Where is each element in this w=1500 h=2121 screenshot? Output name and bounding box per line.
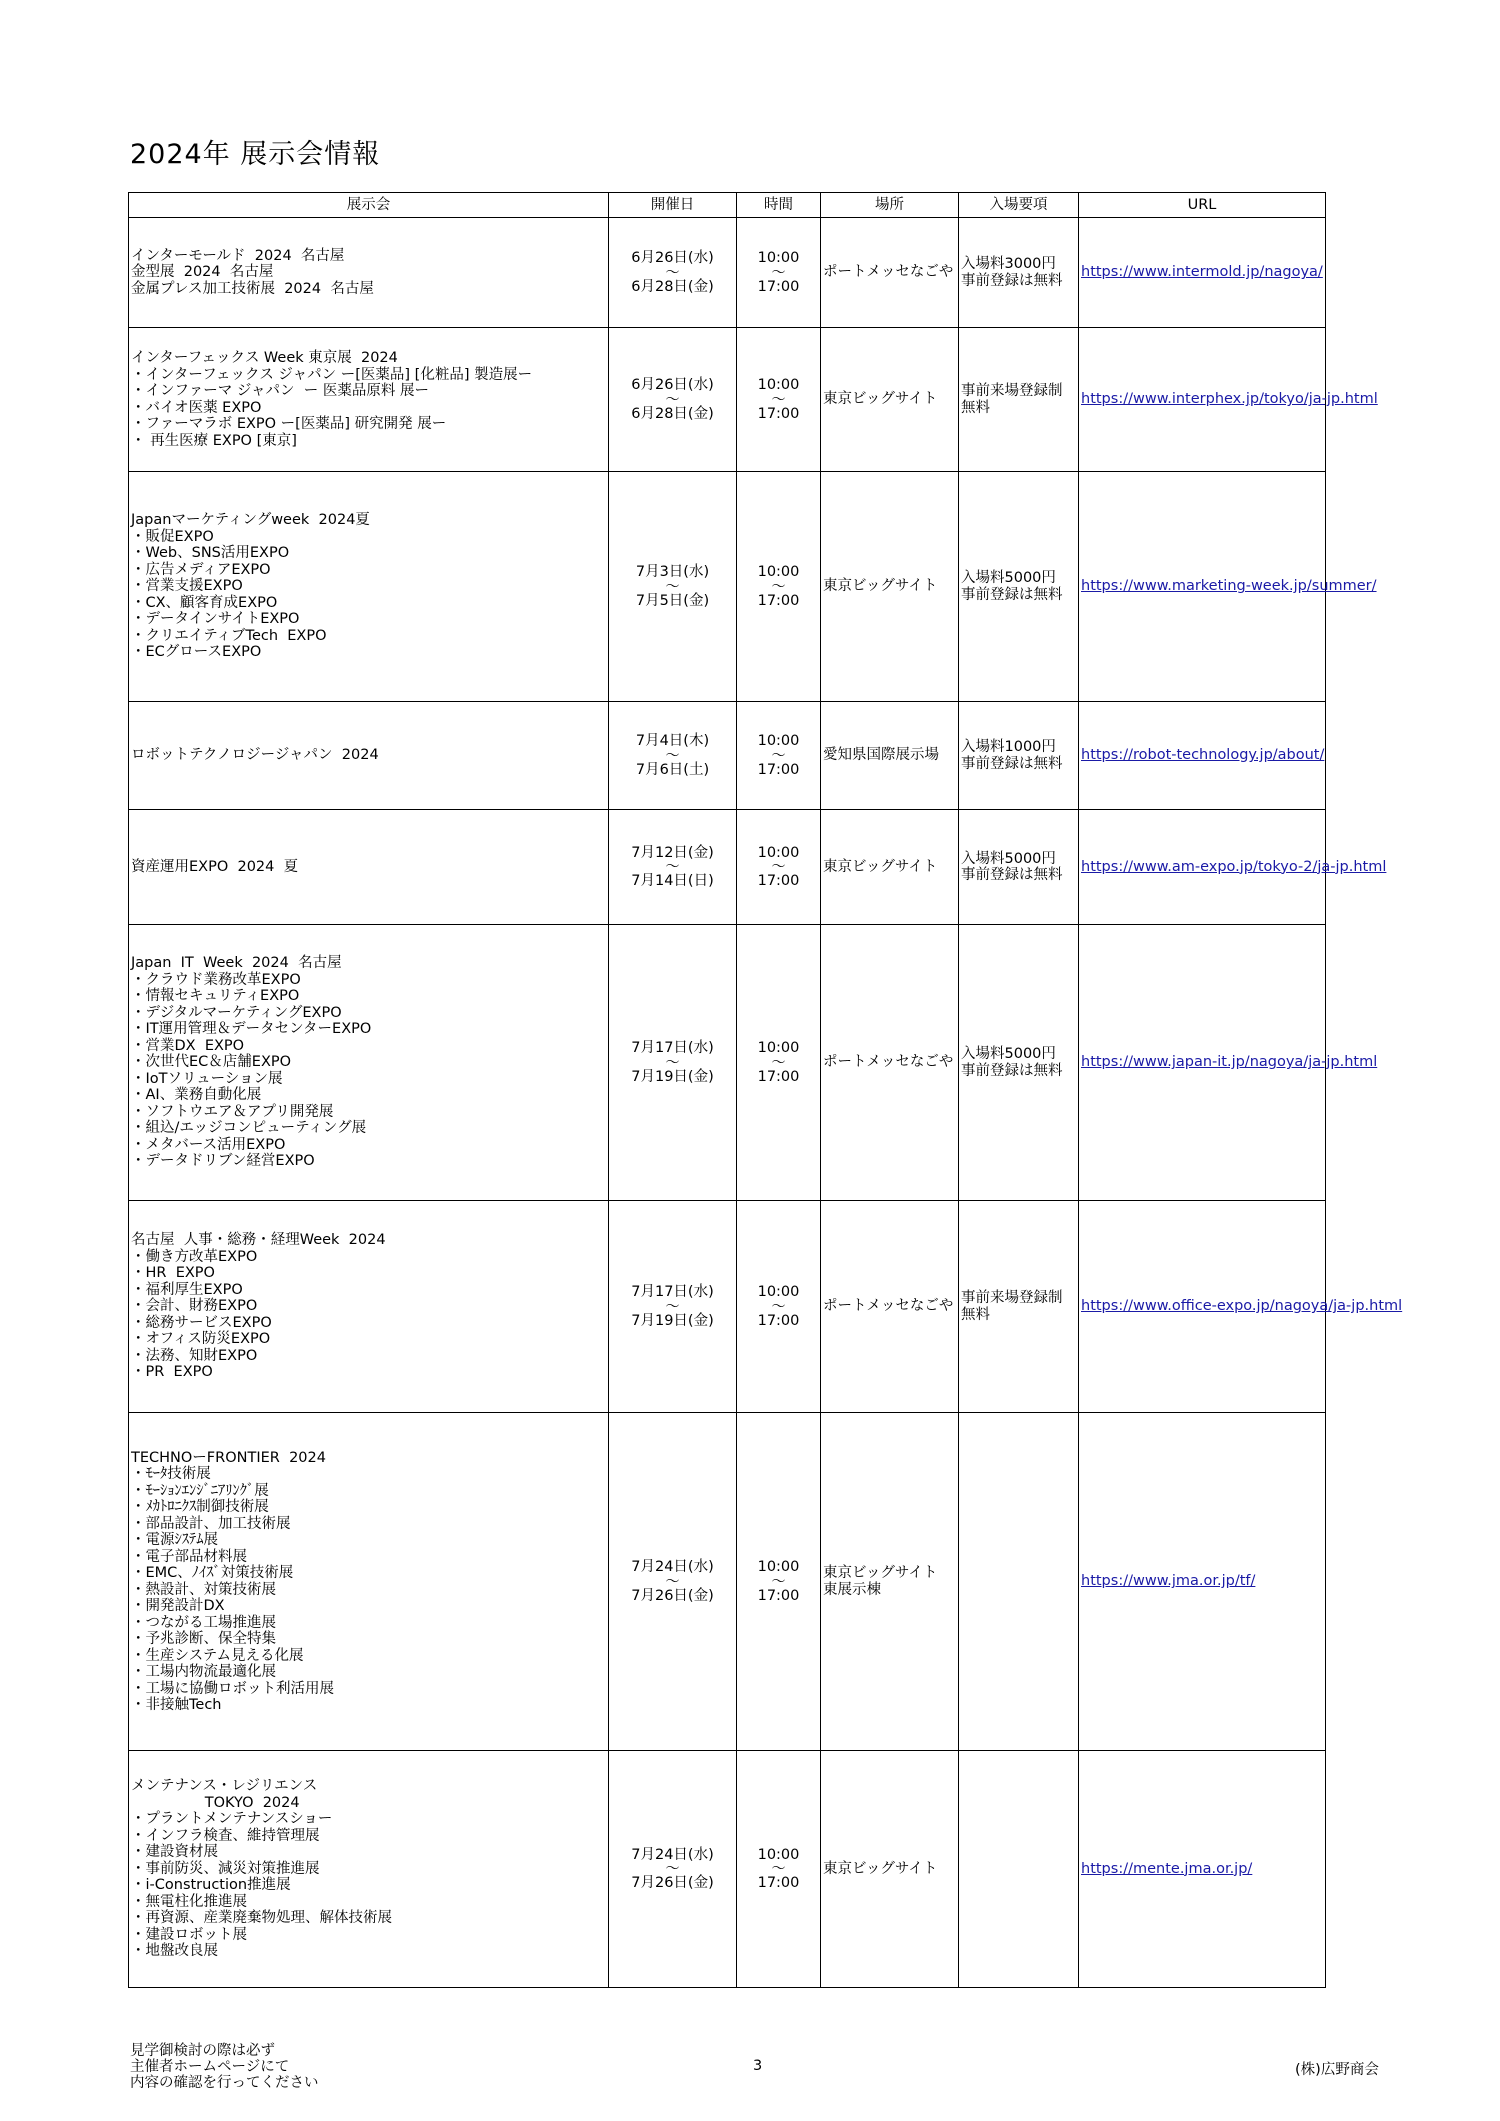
range-tilde: ～ — [665, 1298, 680, 1315]
date-start: 7月17日(水) — [631, 1040, 714, 1056]
url-cell — [1079, 1413, 1326, 1751]
footer-note: 見学御検討の際は必ず 主催者ホームページにて 内容の確認を行ってください — [130, 2043, 319, 2091]
date-cell — [609, 328, 737, 472]
place-cell — [821, 1201, 959, 1413]
url-link[interactable]: https://www.interphex.jp/tokyo/ja-jp.html — [1081, 391, 1378, 408]
entry-requirements: 入場料5000円 事前登録は無料 — [961, 850, 1063, 883]
venue: ポートメッセなごや — [823, 1054, 954, 1071]
exhibition-name-cell — [129, 328, 609, 472]
date-end: 6月28日(金) — [631, 405, 714, 422]
time-end: 17:00 — [757, 1068, 800, 1085]
entry-requirements: 事前来場登録制 無料 — [961, 1290, 1063, 1323]
date-end: 7月5日(金) — [635, 592, 710, 609]
url-cell — [1079, 328, 1378, 472]
header-url: URL — [1079, 193, 1326, 218]
entry-cell — [959, 472, 1079, 702]
table-row — [129, 472, 1326, 702]
time-start: 10:00 — [757, 733, 800, 749]
time-end: 17:00 — [757, 1587, 800, 1604]
range-tilde: ～ — [665, 578, 680, 595]
time-cell — [737, 1751, 821, 1988]
place-cell — [821, 810, 959, 925]
range-tilde: ～ — [665, 747, 680, 764]
range-tilde: ～ — [771, 1861, 786, 1877]
date-cell — [609, 1413, 737, 1751]
header-date: 開催日 — [609, 193, 737, 218]
exhibition-name-cell — [129, 218, 609, 328]
time-cell — [737, 925, 821, 1201]
time-cell — [737, 1413, 821, 1751]
exhibition-name: ロボットテクノロジージャパン 2024 — [131, 747, 379, 764]
time-end: 17:00 — [757, 592, 800, 609]
entry-cell — [959, 218, 1079, 328]
time-start: 10:00 — [757, 1846, 800, 1863]
header-exhibition: 展示会 — [129, 193, 609, 218]
entry-cell — [959, 702, 1079, 810]
date-end: 7月26日(金) — [631, 1875, 714, 1891]
exhibition-name: Japan IT Week 2024 名古屋 ・クラウド業務改革EXPO ・情報セキュリティEXPO ・デジタルマーケティングEXPO ・IT運用管理＆データセンターEXPO ・営業DX EXPO ・次世代EC＆店舗EXPO ・IoTソリューション展 ・AI、業務自動化展 ・ソフトウエア＆アプリ開発展 ・組込/エッジコンピューティング展 ・メタバース活用EXPO ・データドリブン経営EXPO — [131, 955, 372, 1170]
table-row — [129, 1751, 1326, 1988]
date-cell — [609, 1751, 737, 1988]
url-cell — [1079, 1751, 1326, 1988]
range-tilde: ～ — [771, 1054, 786, 1071]
date-cell — [609, 1201, 737, 1413]
exhibition-name: Japanマーケティングweek 2024夏 ・販促EXPO ・Web、SNS活用EXPO ・広告メディアEXPO ・営業支援EXPO ・CX、顧客育成EXPO ・データインサイトEXPO ・クリエイティブTech EXPO ・ECグロースEXPO — [131, 512, 370, 661]
time-cell — [737, 1201, 821, 1413]
place-cell — [821, 1413, 959, 1751]
company-name: (株)広野商会 — [1295, 2062, 1379, 2078]
venue: 東京ビッグサイト — [823, 391, 938, 408]
entry-cell — [959, 1751, 1079, 1988]
table-row — [129, 810, 1326, 925]
range-tilde: ～ — [665, 1861, 680, 1877]
date-end: 7月19日(金) — [631, 1312, 714, 1329]
exhibition-name-cell — [129, 1201, 609, 1413]
time-start: 10:00 — [757, 1040, 800, 1056]
entry-cell — [959, 810, 1079, 925]
table-row — [129, 1413, 1326, 1751]
table-row — [129, 218, 1326, 328]
exhibition-name: 資産運用EXPO 2024 夏 — [131, 858, 299, 875]
header-entry: 入場要項 — [959, 193, 1079, 218]
time-end: 17:00 — [757, 1312, 800, 1329]
table-row — [129, 328, 1326, 472]
date-cell — [609, 218, 737, 328]
time-end: 17:00 — [757, 873, 800, 889]
exhibition-name-cell — [129, 1413, 609, 1751]
table-row — [129, 702, 1326, 810]
entry-requirements: 入場料1000円 事前登録は無料 — [961, 739, 1063, 772]
date-end: 7月19日(金) — [631, 1068, 714, 1085]
place-cell — [821, 218, 959, 328]
exhibition-name-cell — [129, 810, 609, 925]
range-tilde: ～ — [771, 578, 786, 595]
date-start: 7月17日(水) — [631, 1284, 714, 1300]
url-cell — [1079, 218, 1326, 328]
range-tilde: ～ — [771, 747, 786, 764]
time-start: 10:00 — [757, 1559, 800, 1575]
place-cell — [821, 702, 959, 810]
time-start: 10:00 — [757, 377, 800, 393]
url-cell — [1079, 925, 1378, 1201]
time-start: 10:00 — [757, 844, 800, 861]
page-title: 2024年 展示会情報 — [130, 139, 381, 170]
range-tilde: ～ — [665, 859, 680, 875]
entry-requirements: 事前来場登録制 無料 — [961, 383, 1063, 416]
date-start: 6月26日(水) — [631, 250, 714, 266]
range-tilde: ～ — [665, 391, 680, 408]
time-end: 17:00 — [757, 405, 800, 422]
date-start: 7月3日(水) — [635, 564, 710, 580]
date-end: 7月6日(土) — [635, 761, 710, 778]
table-header-row — [129, 193, 1326, 218]
exhibition-name: 名古屋 人事・総務・経理Week 2024 ・働き方改革EXPO ・HR EXPO ・福利厚生EXPO ・会計、財務EXPO ・総務サービスEXPO ・オフィス防災EXPO ・法務、知財EXPO ・PR EXPO — [131, 1232, 386, 1381]
url-link[interactable]: https://www.japan-it.jp/nagoya/ja-jp.html — [1081, 1054, 1378, 1071]
header-place: 場所 — [821, 193, 959, 218]
entry-cell — [959, 1201, 1079, 1413]
table-row — [129, 1201, 1326, 1413]
range-tilde: ～ — [665, 264, 680, 281]
place-cell — [821, 472, 959, 702]
time-cell — [737, 472, 821, 702]
date-start: 6月26日(水) — [631, 377, 714, 393]
url-cell — [1079, 1201, 1403, 1413]
place-cell — [821, 1751, 959, 1988]
url-link[interactable]: https://www.marketing-week.jp/summer/ — [1081, 578, 1377, 595]
time-end: 17:00 — [757, 278, 800, 295]
url-link[interactable]: https://www.office-expo.jp/nagoya/ja-jp.html — [1081, 1298, 1403, 1315]
entry-requirements: 入場料5000円 事前登録は無料 — [961, 1046, 1063, 1079]
venue: 東京ビッグサイト 東展示棟 — [823, 1565, 938, 1598]
time-start: 10:00 — [757, 1284, 800, 1300]
table-row — [129, 925, 1326, 1201]
venue: 東京ビッグサイト — [823, 578, 938, 595]
entry-requirements: 入場料3000円 事前登録は無料 — [961, 256, 1063, 289]
date-start: 7月4日(木) — [635, 733, 710, 749]
time-cell — [737, 218, 821, 328]
date-end: 7月26日(金) — [631, 1587, 714, 1604]
entry-cell — [959, 925, 1079, 1201]
date-start: 7月24日(水) — [631, 1559, 714, 1575]
url-cell — [1079, 810, 1387, 925]
entry-cell — [959, 1413, 1079, 1751]
entry-requirements: 入場料5000円 事前登録は無料 — [961, 570, 1063, 603]
time-end: 17:00 — [757, 761, 800, 778]
url-link[interactable]: https://www.jma.or.jp/tf/ — [1081, 1573, 1256, 1590]
page-number: 3 — [753, 2058, 763, 2074]
range-tilde: ～ — [771, 1298, 786, 1315]
date-cell — [609, 702, 737, 810]
exhibition-name-cell — [129, 1751, 609, 1988]
exhibition-name-cell — [129, 472, 609, 702]
date-end: 6月28日(金) — [631, 278, 714, 295]
venue: ポートメッセなごや — [823, 1298, 954, 1315]
venue: ポートメッセなごや — [823, 264, 954, 281]
url-link[interactable]: https://www.am-expo.jp/tokyo-2/ja-jp.html — [1081, 858, 1387, 875]
venue: 東京ビッグサイト — [823, 858, 938, 875]
exhibition-name: インターフェックス Week 東京展 2024 ・インターフェックス ジャパン ー[医薬品] [化粧品] 製造展ー ・インファーマ ジャパン ー 医薬品原料 展ー ・バイオ医薬 EXPO ・ファーマラボ EXPO ー[医薬品] 研究開発 展ー ・ 再生医療 EXPO [東京] — [131, 350, 533, 449]
entry-cell — [959, 328, 1079, 472]
url-cell — [1079, 702, 1326, 810]
time-cell — [737, 328, 821, 472]
exhibition-table — [128, 192, 1403, 1988]
venue: 東京ビッグサイト — [823, 1860, 938, 1877]
time-end: 17:00 — [757, 1875, 800, 1891]
url-link[interactable]: https://mente.jma.or.jp/ — [1081, 1860, 1253, 1877]
range-tilde: ～ — [665, 1054, 680, 1071]
range-tilde: ～ — [665, 1573, 680, 1590]
url-link[interactable]: https://robot-technology.jp/about/ — [1081, 747, 1325, 764]
exhibition-name: メンテナンス・レジリエンス TOKYO 2024 ・プラントメンテナンスショー ・インフラ検査、維持管理展 ・建設資材展 ・事前防災、減災対策推進展 ・i-Construction推進展 ・無電柱化推進展 ・再資源、産業廃棄物処理、解体技術展 ・建設ロボット展 ・地盤改良展 — [131, 1778, 392, 1960]
date-cell — [609, 925, 737, 1201]
date-cell — [609, 810, 737, 925]
time-start: 10:00 — [757, 250, 800, 266]
url-link[interactable]: https://www.intermold.jp/nagoya/ — [1081, 264, 1323, 281]
time-cell — [737, 702, 821, 810]
time-start: 10:00 — [757, 564, 800, 580]
time-cell — [737, 810, 821, 925]
range-tilde: ～ — [771, 264, 786, 281]
place-cell — [821, 925, 959, 1201]
exhibition-name-cell — [129, 925, 609, 1201]
range-tilde: ～ — [771, 391, 786, 408]
exhibition-name: TECHNOーFRONTIER 2024 ・ﾓｰﾀ技術展 ・ﾓｰｼｮﾝｴﾝｼﾞﾆｱﾘﾝｸﾞ展 ・ﾒｶﾄﾛﾆｸｽ制御技術展 ・部品設計、加工技術展 ・電源ｼｽﾃﾑ展 ・電子部品材料展 ・EMC、ﾉｲｽﾞ対策技術展 ・熱設計、対策技術展 ・開発設計DX ・つながる工場推進展 ・予兆診断、保全特集 ・生産システム見える化展 ・工場内物流最適化展 ・工場に協働ロボット利活用展 ・非接触Tech — [131, 1449, 334, 1713]
range-tilde: ～ — [771, 859, 786, 875]
header-time: 時間 — [737, 193, 821, 218]
url-cell — [1079, 472, 1377, 702]
range-tilde: ～ — [771, 1573, 786, 1590]
exhibition-name: インターモールド 2024 名古屋 金型展 2024 名古屋 金属プレス加工技術展 2024 名古屋 — [131, 247, 374, 297]
venue: 愛知県国際展示場 — [823, 747, 939, 764]
date-cell — [609, 472, 737, 702]
date-end: 7月14日(日) — [631, 873, 714, 889]
place-cell — [821, 328, 959, 472]
exhibition-name-cell — [129, 702, 609, 810]
date-start: 7月24日(水) — [631, 1846, 714, 1863]
date-start: 7月12日(金) — [631, 844, 714, 861]
